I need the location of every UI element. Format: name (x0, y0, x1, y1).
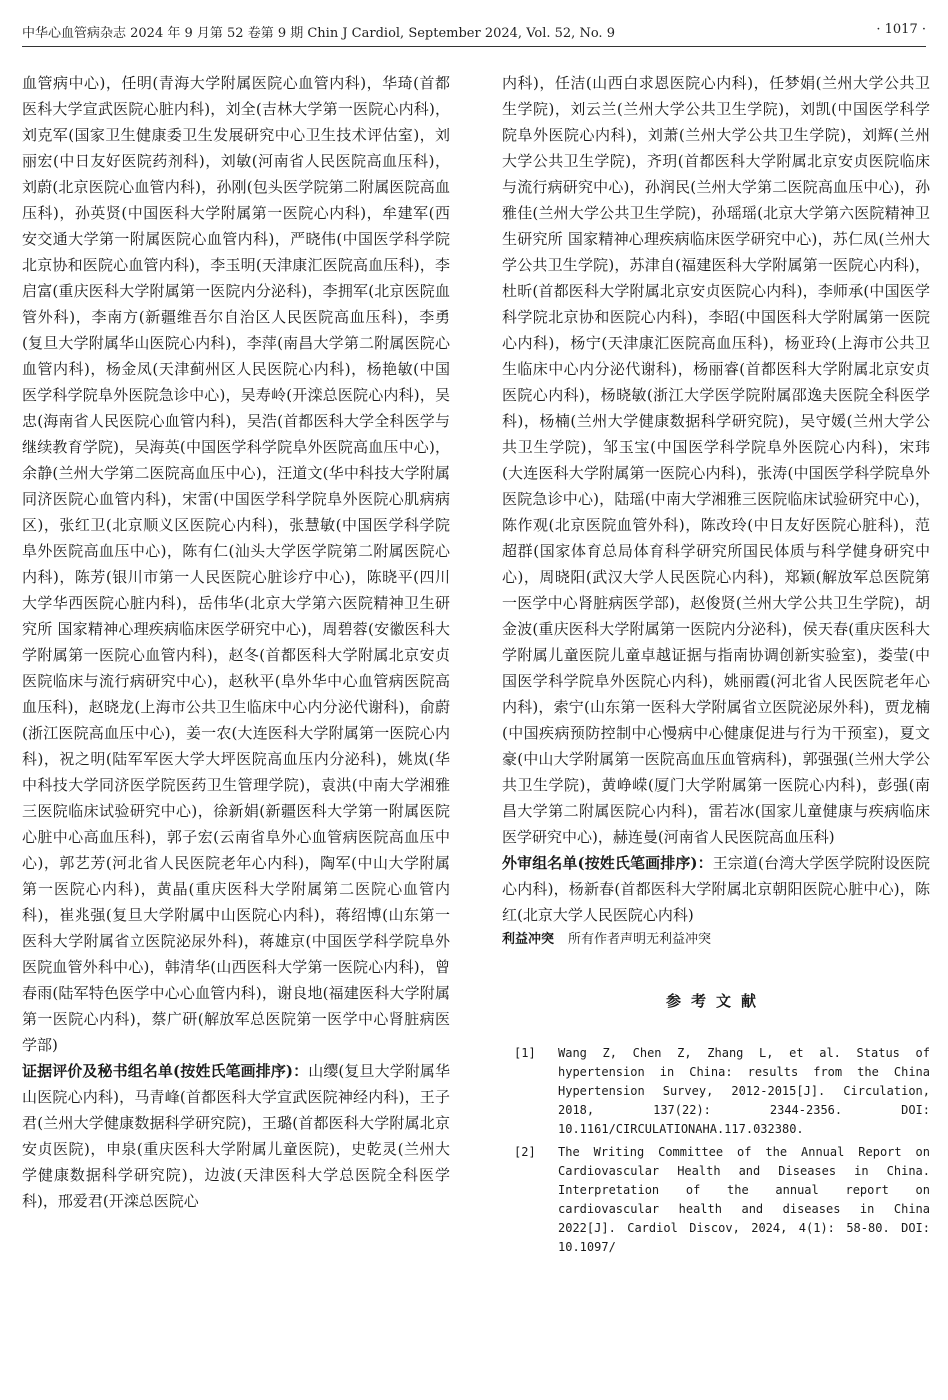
evidence-secretary-paragraph (22, 1058, 450, 1214)
reference-text: The Writing Committee of the Annual Report on Cardiovascular Health and Diseases in China. Interpretation of the annual report on cardiovascular health and diseases in China 2022[J]. Cardiol Discov, 2024, 4(1): 58-80. DOI: 10.1097/ (558, 1145, 930, 1254)
right-column (502, 70, 930, 1261)
evidence-secretary-heading: 证据评价及秘书组名单(按姓氏笔画排序)： (22, 1062, 309, 1080)
page-number: · 1017 · (876, 22, 926, 37)
reference-number: [1] (514, 1046, 536, 1060)
reference-item (502, 1143, 930, 1257)
references-title: 参考文献 (665, 992, 766, 1010)
journal-citation-header: 中华心血管病杂志 2024 年 9 月第 52 卷第 9 期 Chin J Cardiol, September 2024, Vol. 52, No. 9 (22, 26, 615, 41)
external-review-list: 王宗道(台湾大学医学院附设医院心内科)，杨新春(首都医科大学附属北京朝阳医院心脏中心)，陈红(北京大学人民医院心内科) (502, 854, 930, 924)
committee-members-paragraph: 血管病中心)，任明(青海大学附属医院心血管内科)，华琦(首都医科大学宣武医院心脏内科)，刘全(吉林大学第一医院心内科)，刘克军(国家卫生健康委卫生发展研究中心卫生技术评估室)，刘丽宏(中日友好医院药剂科)，刘敏(河南省人民医院高血压科)，刘蔚(北京医院心血管内科)，孙刚(包头医学院第二附属医院高血压科)，孙英贤(中国医科大学附属第一医院心内科)，牟建军(西安交通大学第一附属医院心血管内科)，严晓伟(中国医学科学院北京协和医院心血管内科)，李玉明(天津康汇医院高血压科)，李启富(重庆医科大学附属第一医院内分泌科)，李拥军(北京医院血管外科)，李南方(新疆维吾尔自治区人民医院高血压科)，李勇(复旦大学附属华山医院心内科)，李萍(南昌大学第二附属医院心血管内科)，杨金凤(天津蓟州区人民医院心内科)，杨艳敏(中国医学科学院阜外医院急诊中心)，吴寿岭(开滦总医院心内科)，吴忠(海南省人民医院心血管内科)，吴浩(首都医科大学全科医学与继续教育学院)，吴海英(中国医学科学院阜外医院高血压中心)，余静(兰州大学第二医院高血压中心)，汪道文(华中科技大学附属同济医院心血管内科)，宋雷(中国医学科学院阜外医院心肌病病区)，张红卫(北京顺义区医院心内科)，张慧敏(中国医学科学院阜外医院高血压中心)，陈有仁(汕头大学医学院第二附属医院心内科)，陈芳(银川市第一人民医院心脏诊疗中心)，陈晓平(四川大学华西医院心脏内科)，岳伟华(北京大学第六医院精神卫生研究所 国家精神心理疾病临床医学研究中心)，周碧蓉(安徽医科大学附属第一医院心血管内科)，赵冬(首都医科大学附属北京安贞医院临床与流行病研究中心)，赵秋平(阜外华中心血管病医院高血压科)，赵晓龙(上海市公共卫生临床中心内分泌代谢科)，俞蔚(浙江医院高血压中心)，姜一农(大连医科大学附属第一医院心内科)，祝之明(陆军军医大学大坪医院高血压内分泌科)，姚岚(华中科技大学同济医学院医药卫生管理学院)，袁洪(中南大学湘雅三医院临床试验研究中心)，徐新娟(新疆医科大学第一附属医院心脏中心高血压科)，郭子宏(云南省阜外心血管病医院高血压中心)，郭艺芳(河北省人民医院老年心内科)，陶军(中山大学附属第一医院心内科)，黄晶(重庆医科大学附属第二医院心血管内科)，崔兆强(复旦大学附属中山医院心内科)，蒋绍博(山东第一医科大学附属省立医院泌尿外科)，蒋雄京(中国医学科学院阜外医院血管外科中心)，韩清华(山西医科大学第一医院心内科)，曾春雨(陆军特色医学中心心血管内科)，谢良地(福建医科大学附属第一医院心内科)，蔡广研(解放军总医院第一医学中心肾脏病医学部) (22, 74, 450, 1054)
conflict-statement: 所有作者声明无利益冲突 (568, 932, 712, 947)
evidence-secretary-list: 山缨(复旦大学附属华山医院心内科)，马青峰(首都医科大学宣武医院神经内科)，王子君(兰州大学健康数据科学研究院)，王璐(首都医科大学附属北京安贞医院)，申泉(重庆医科大学附属儿童医院)，史乾灵(兰州大学健康数据科学研究院)，边波(天津医科大学总医院全科医学科)，邢爱君(开滦总医院心 (22, 1062, 450, 1210)
reference-number: [2] (514, 1145, 536, 1159)
secretary-members-continued: 内科)，任洁(山西白求恩医院心内科)，任梦娟(兰州大学公共卫生学院)，刘云兰(兰州大学公共卫生学院)，刘凯(中国医学科学院阜外医院心内科)，刘萧(兰州大学公共卫生学院)，刘辉(兰州大学公共卫生学院)，齐玥(首都医科大学附属北京安贞医院临床与流行病研究中心)，孙润民(兰州大学第二医院高血压中心)，孙雅佳(兰州大学公共卫生学院)，孙瑶瑶(北京大学第六医院精神卫生研究所 国家精神心理疾病临床医学研究中心)，苏仁凤(兰州大学公共卫生学院)，苏津自(福建医科大学附属第一医院心内科)，杜昕(首都医科大学附属北京安贞医院心内科)，李师承(中国医学科学院北京协和医院心内科)，李昭(中国医科大学附属第一医院心内科)，杨宁(天津康汇医院高血压科)，杨亚玲(上海市公共卫生临床中心内分泌代谢科)，杨丽睿(首都医科大学附属北京安贞医院心内科)，杨晓敏(浙江大学医学院附属邵逸夫医院全科医学科)，杨楠(兰州大学健康数据科学研究院)，吴守媛(兰州大学公共卫生学院)，邹玉宝(中国医学科学院阜外医院心内科)，宋玮(大连医科大学附属第一医院心内科)，张涛(中国医学科学院阜外医院急诊中心)，陆瑶(中南大学湘雅三医院临床试验研究中心)，陈作观(北京医院血管外科)，陈改玲(中日友好医院心脏科)，范超群(国家体育总局体育科学研究所国民体质与科学健身研究中心)，周晓阳(武汉大学人民医院心内科)，郑颖(解放军总医院第一医学中心肾脏病医学部)，赵俊贤(兰州大学公共卫生学院)，胡金波(重庆医科大学附属第一医院内分泌科)，侯天春(重庆医科大学附属儿童医院儿童卓越证据与指南协调创新实验室)，娄莹(中国医学科学院阜外医院心内科)，姚丽霞(河北省人民医院老年心内科)，索宁(山东第一医科大学附属省立医院泌尿外科)，贾龙楠(中国疾病预防控制中心慢病中心健康促进与行为干预室)，夏文豪(中山大学附属第一医院高血压血管病科)，郭强强(兰州大学公共卫生学院)，黄峥嵘(厦门大学附属第一医院心内科)，彭强(南昌大学第二附属医院心内科)，雷若冰(国家儿童健康与疾病临床医学研究中心)，赫连曼(河南省人民医院高血压科) (502, 74, 930, 846)
conflict-label: 利益冲突 (502, 932, 555, 947)
left-column (22, 70, 450, 1214)
conflict-of-interest (502, 928, 930, 952)
header-divider (22, 46, 926, 47)
running-header (22, 22, 926, 46)
reference-item (502, 1044, 930, 1139)
external-review-paragraph (502, 850, 930, 928)
reference-text: Wang Z, Chen Z, Zhang L, et al. Status of hypertension in China: results from the China Hypertension Survey, 2012-2015[J]. Circulation, 2018, 137(22): 2344-2356. DOI: 10.1161/CIRCULATIONAHA.117.032380. (558, 1046, 930, 1136)
external-review-heading: 外审组名单(按姓氏笔画排序)： (502, 854, 713, 872)
